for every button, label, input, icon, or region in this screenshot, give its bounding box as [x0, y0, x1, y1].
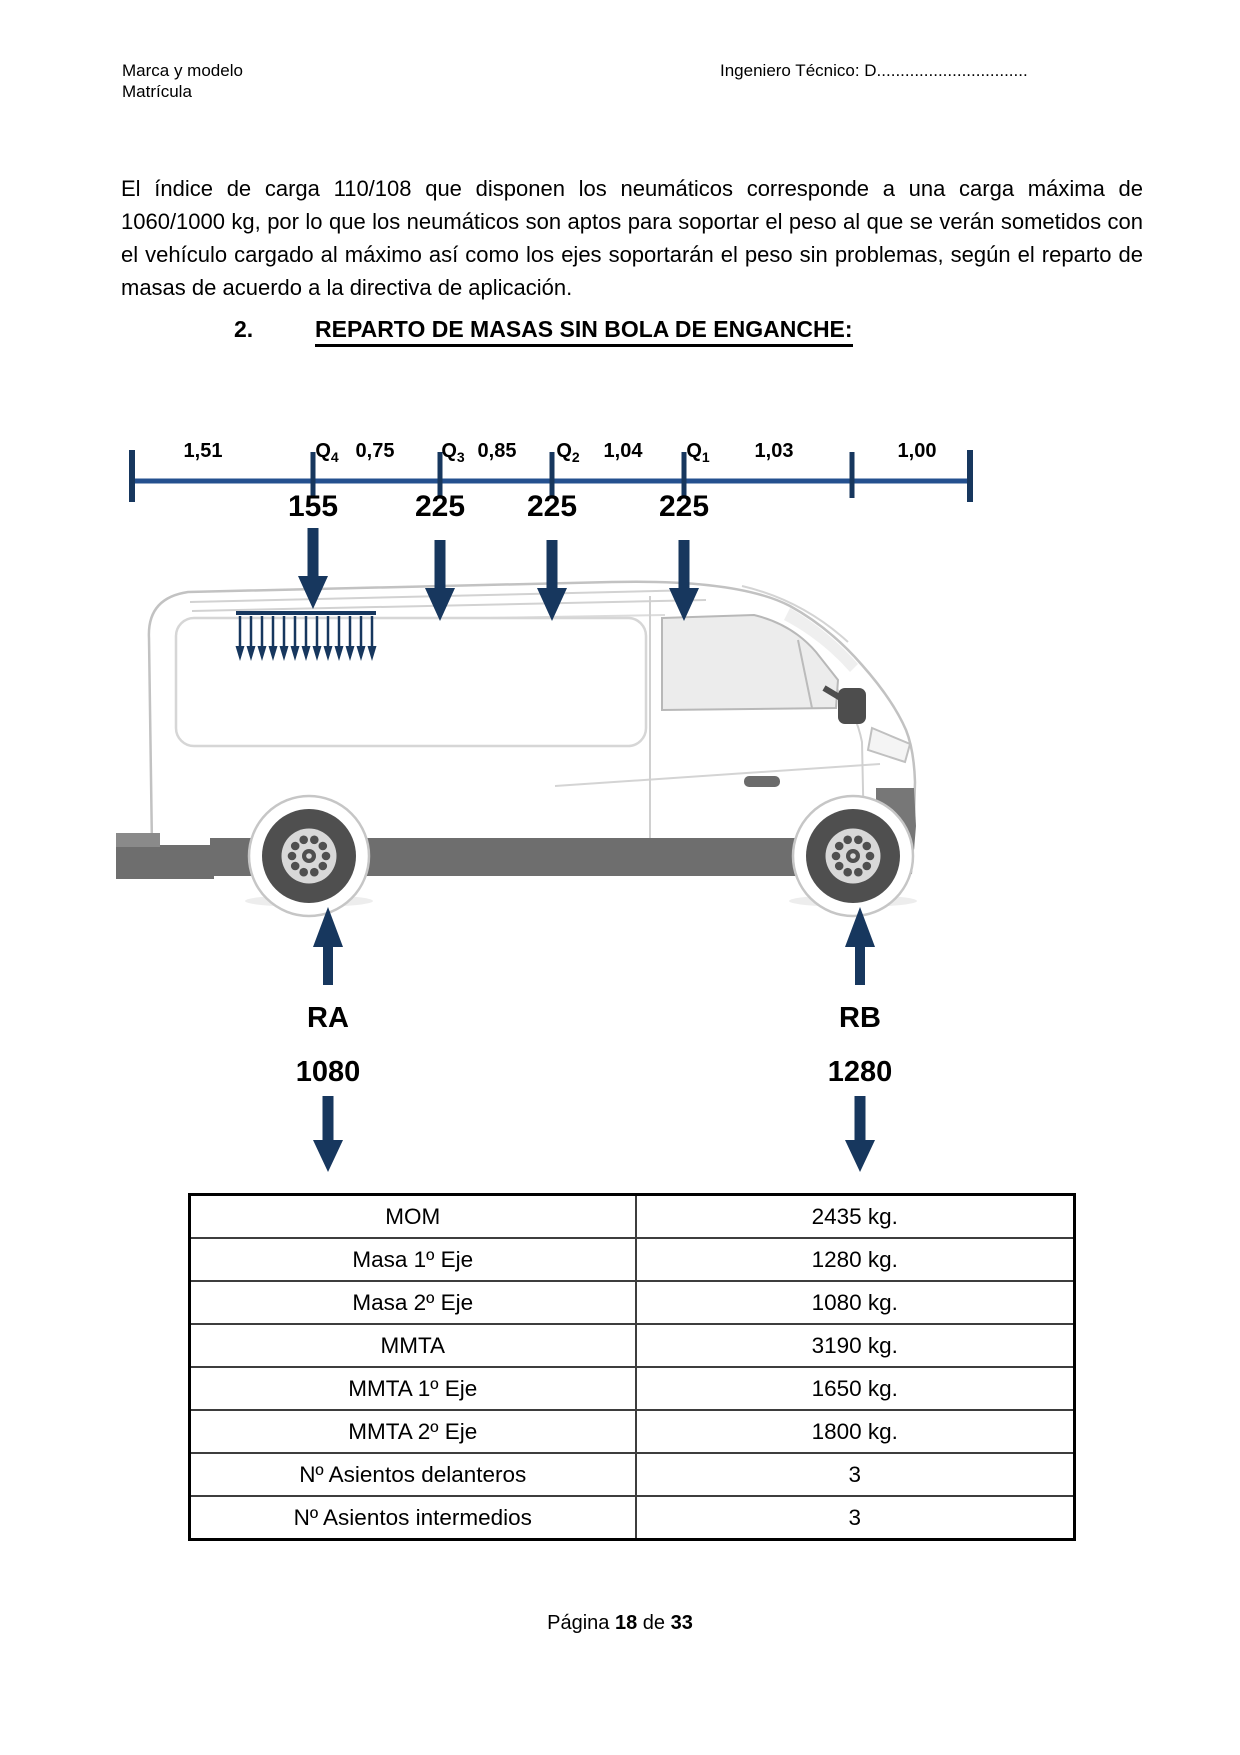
dimension-length-label: 1,04: [603, 440, 643, 462]
load-arrow-q3-icon: [425, 540, 455, 621]
load-point-label: $Q_3$: [441, 440, 465, 465]
footer-page-total: 33: [670, 1612, 693, 1634]
load-value: 225: [414, 490, 466, 523]
mass-arrow-front-icon: [845, 1096, 875, 1172]
van-windshield: [784, 608, 858, 672]
reaction-label-ra: RA: [307, 1002, 349, 1034]
dimension-length-label: 1,51: [183, 440, 223, 462]
mass-table-value: 1650 kg.: [636, 1367, 1075, 1410]
table-row: [190, 1367, 1075, 1410]
plate-label: Matrícula: [122, 82, 192, 101]
van-front-bumper: [876, 788, 916, 874]
load-arrow-q2-icon: [537, 540, 567, 621]
mass-table-label: Masa 1º Eje: [190, 1238, 636, 1281]
van-rear-wheel: [249, 796, 369, 916]
van-body: [149, 582, 915, 848]
mass-table-label: MMTA 2º Eje: [190, 1410, 636, 1453]
brand-model-label: Marca y modelo: [122, 61, 243, 80]
mass-table-value: 3: [636, 1496, 1075, 1540]
van-headlight: [868, 728, 910, 762]
table-row: [190, 1238, 1075, 1281]
load-value: 225: [658, 490, 710, 523]
footer-separator: de: [642, 1612, 666, 1634]
mass-table: [188, 1193, 1076, 1541]
footer-page-number: 18: [614, 1612, 638, 1634]
van-mirror-arm: [824, 688, 844, 700]
mass-arrow-rear-icon: [313, 1096, 343, 1172]
van-door-window: [662, 615, 838, 710]
van-skirt: [210, 838, 886, 876]
van-front-wheel: [793, 796, 913, 916]
load-value: 225: [526, 490, 578, 523]
mass-table-label: Masa 2º Eje: [190, 1281, 636, 1324]
mass-table-label: MMTA 1º Eje: [190, 1367, 636, 1410]
distributed-load-icon: [236, 613, 377, 661]
reaction-label-rb: RB: [839, 1002, 881, 1034]
table-row: [190, 1410, 1075, 1453]
table-row: [190, 1281, 1075, 1324]
header-engineer-line: Ingeniero Técnico: D................................: [720, 61, 1028, 80]
mass-table-label: MMTA: [190, 1324, 636, 1367]
load-value: 155: [287, 490, 339, 523]
section-number: 2.: [234, 316, 254, 342]
load-point-label: $Q_2$: [556, 440, 580, 465]
section-title: REPARTO DE MASAS SIN BOLA DE ENGANCHE:: [315, 316, 853, 347]
reaction-value-ra: 1080: [295, 1056, 361, 1088]
section-heading: [234, 316, 853, 343]
van-rear-bumper: [116, 845, 214, 879]
table-row: [190, 1324, 1075, 1367]
reaction-arrow-rb-icon: [845, 907, 875, 985]
dimension-length-label: 0,75: [355, 440, 395, 462]
mass-table-label: Nº Asientos intermedios: [190, 1496, 636, 1540]
van-door-handle: [744, 776, 780, 787]
table-row: [190, 1453, 1075, 1496]
table-row: [190, 1195, 1075, 1239]
mass-table-value: 1800 kg.: [636, 1410, 1075, 1453]
mass-table-value: 1280 kg.: [636, 1238, 1075, 1281]
page-footer: [0, 1612, 1240, 1635]
reaction-value-rb: 1280: [827, 1056, 893, 1088]
load-arrow-q4-icon: [298, 528, 328, 609]
intro-paragraph: El índice de carga 110/108 que disponen los neumáticos corresponde a una carga máxima de 1060/1000 kg, por lo que los neumáticos son aptos para soportar el peso al que se verán sometidos con el vehículo cargado al máximo así como los ejes soportarán el peso sin problemas, según el reparto de masas de acuerdo a la directiva de aplicación.: [121, 176, 1143, 300]
reaction-arrow-ra-icon: [313, 907, 343, 985]
dimension-length-label: 1,03: [754, 440, 794, 462]
table-row: [190, 1496, 1075, 1540]
load-point-label: $Q_1$: [686, 440, 710, 465]
van-cargo-panel: [176, 618, 646, 746]
load-point-label: $Q_4$: [315, 440, 339, 465]
load-arrow-q1-icon: [669, 540, 699, 621]
mass-table-label: MOM: [190, 1195, 636, 1239]
van-mirror: [838, 688, 866, 724]
mass-table-value: 2435 kg.: [636, 1195, 1075, 1239]
van-illustration: [116, 582, 917, 916]
mass-table-value: 3: [636, 1453, 1075, 1496]
mass-table-value: 1080 kg.: [636, 1281, 1075, 1324]
header-left: [122, 60, 243, 102]
mass-table-label: Nº Asientos delanteros: [190, 1453, 636, 1496]
footer-prefix: Página: [547, 1612, 610, 1634]
dimension-length-label: 0,85: [477, 440, 517, 462]
mass-table-value: 3190 kg.: [636, 1324, 1075, 1367]
dimension-length-label: 1,00: [897, 440, 937, 462]
